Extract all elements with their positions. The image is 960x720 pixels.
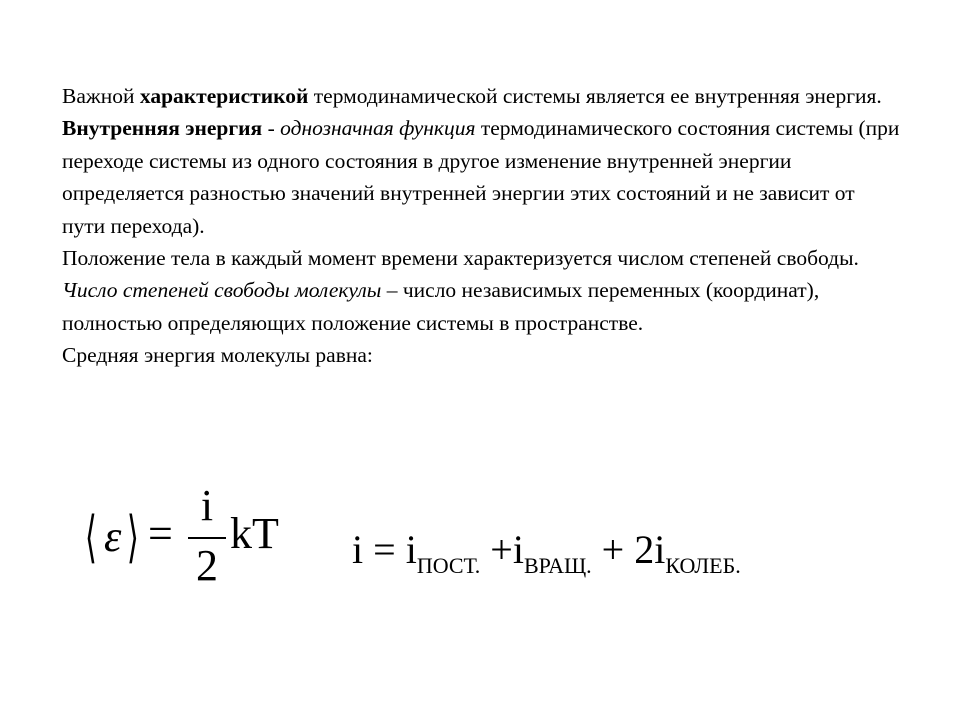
text-block xyxy=(62,80,902,372)
fraction-numerator: i xyxy=(200,481,214,530)
paragraph-internal-energy-definition xyxy=(62,112,902,242)
equals-sign: = xyxy=(363,527,406,572)
bold-term: Внутренняя энергия xyxy=(62,116,263,141)
text-run: - xyxy=(262,116,281,141)
paragraph-internal-energy-intro xyxy=(62,80,902,112)
text-run: термодинамической системы является ее внутренняя энергия. xyxy=(308,84,882,108)
paragraph-mean-energy xyxy=(62,339,902,371)
degrees-of-freedom-formula xyxy=(352,528,822,588)
plus-sign: + xyxy=(591,527,635,572)
fraction-denominator: 2 xyxy=(196,541,218,590)
text-run: Средняя энергия молекулы равна: xyxy=(62,343,373,368)
text-run: термодинамического состояния системы (при переходе системы из одного состояния в другое изменение внутренней энергии определяется разностью значений внутренней энергии этих состояний и не зависит от пути перехода). xyxy=(62,116,900,238)
plus-sign: + xyxy=(480,527,513,572)
subscript-translational: ПОСТ. xyxy=(416,553,481,578)
text-run: – число независимых переменных (координат), полностью определяющих положение системы в пространстве. xyxy=(62,278,820,335)
text-run: Важной xyxy=(62,84,140,108)
paragraph-degrees-of-freedom xyxy=(62,274,902,339)
fraction-bar xyxy=(188,537,226,539)
coefficient: 2 xyxy=(634,527,655,572)
italic-term: Число степеней свободы молекулы xyxy=(62,278,382,303)
bold-term: характеристикой xyxy=(139,84,309,108)
formula-i-rotational: i xyxy=(512,527,524,572)
italic-term: однозначная функция xyxy=(280,116,476,141)
text-run: Положение тела в каждый момент времени характеризуется числом степеней свободы. xyxy=(62,246,859,271)
mean-energy-formula xyxy=(80,481,300,594)
formula-i-vibrational: i xyxy=(654,527,666,572)
right-angle-bracket: ⟩ xyxy=(126,507,139,569)
left-angle-bracket: ⟨ xyxy=(84,507,97,569)
formula-lhs: i xyxy=(352,527,364,572)
subscript-rotational: ВРАЩ. xyxy=(523,553,592,578)
epsilon-symbol: ε xyxy=(104,512,122,561)
formula-i-translational: i xyxy=(405,527,417,572)
subscript-vibrational: КОЛЕБ. xyxy=(665,553,741,578)
kt-term: kT xyxy=(230,509,279,558)
equals-sign: = xyxy=(148,509,173,558)
paragraph-body-position xyxy=(62,242,902,274)
